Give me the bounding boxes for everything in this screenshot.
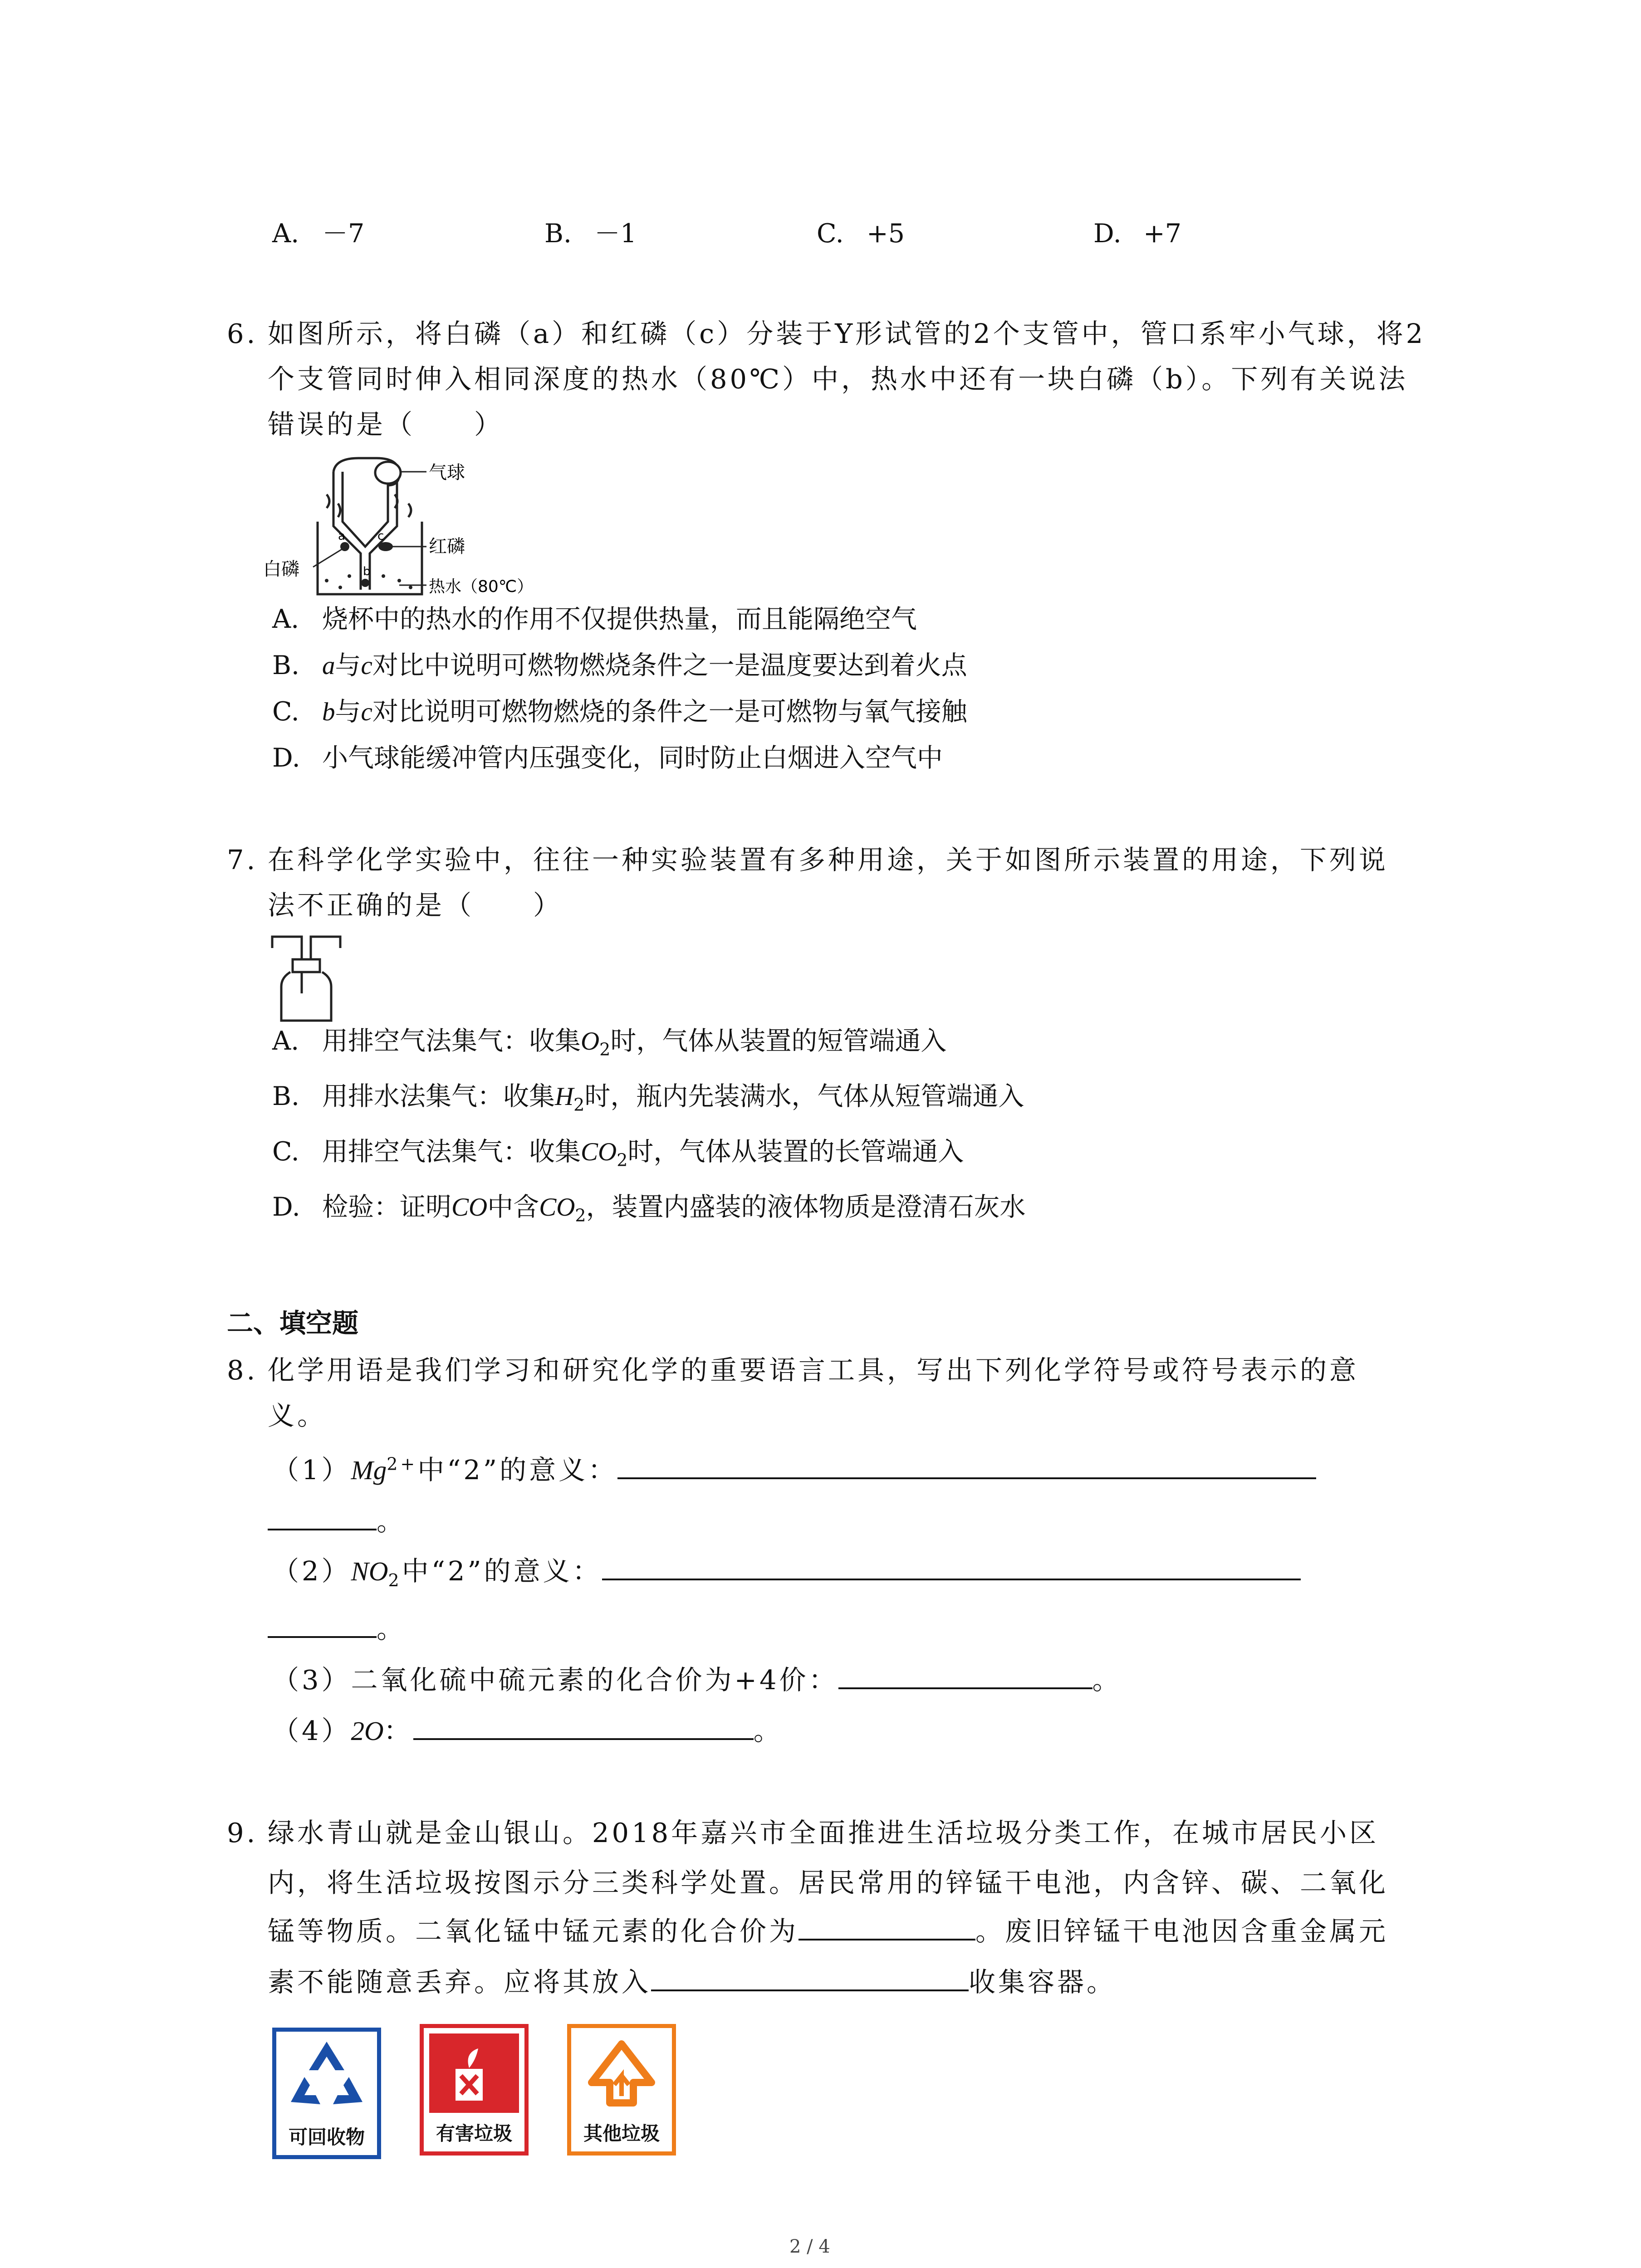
option-label: B. <box>272 1081 300 1111</box>
variable-c: c <box>361 698 372 726</box>
option-label: C. <box>817 219 844 249</box>
option-text: 小气球能缓冲管内压强变化，同时防止白烟进入空气中 <box>322 743 943 773</box>
q6-option-c <box>272 696 967 728</box>
option-label: D. <box>272 743 300 773</box>
option-label: A. <box>272 219 299 249</box>
q8-part3 <box>272 1664 1122 1696</box>
hazard-icon <box>424 2028 524 2119</box>
y-tube-beaker-figure <box>263 454 535 603</box>
answer-blank[interactable] <box>838 1666 1092 1689</box>
q8-stem-line2: 义。 <box>268 1400 327 1431</box>
q9-number: 9. <box>227 1817 258 1848</box>
part-text: ： <box>383 1715 413 1746</box>
q6-stem-line1: 如图所示，将白磷（a）和红磷（c）分装于Y形试管的2个支管中，管口系牢小气球，将2 <box>268 318 1426 349</box>
option-text: －1 <box>594 219 637 249</box>
other-waste-icon <box>571 2028 672 2119</box>
option-label: B. <box>272 650 300 680</box>
part-text: 中“2”的意义： <box>417 1454 618 1486</box>
subscript: 2 <box>575 1205 586 1226</box>
part-index: （1） <box>272 1454 351 1486</box>
q6-number: 6. <box>227 318 258 349</box>
q9-stem-line2: 内，将生活垃圾按图示分三类科学处置。居民常用的锌锰干电池，内含锌、碳、二氧化 <box>268 1867 1389 1898</box>
q8-number: 8. <box>227 1354 258 1386</box>
option-text: 时，气体从装置的短管端通入 <box>610 1026 947 1056</box>
variable-b: b <box>322 698 335 726</box>
answer-blank[interactable] <box>413 1716 754 1740</box>
option-label: B. <box>544 219 572 249</box>
q8-part2 <box>272 1555 1301 1588</box>
hot-water-label: 热水（80℃） <box>429 577 534 596</box>
subscript: 2 <box>573 1095 585 1115</box>
q6-option-b <box>272 650 967 682</box>
part-index: （3） <box>272 1664 351 1696</box>
option-text: 中含 <box>487 1192 539 1222</box>
q7-number: 7. <box>227 844 258 875</box>
q6-stem-line2: 个支管同时伸入相同深度的热水（80℃）中，热水中还有一块白磷（b）。下列有关说法 <box>268 363 1408 395</box>
option-text: 对比中说明可燃物燃烧条件之一是温度要达到着火点 <box>372 650 967 680</box>
q9-stem-line1: 绿水青山就是金山银山。2018年嘉兴市全面推进生活垃圾分类工作，在城市居民小区 <box>268 1817 1379 1848</box>
option-label: C. <box>272 1137 299 1167</box>
q5-option-a <box>272 218 364 249</box>
q6-option-d <box>272 742 943 774</box>
q5-option-c <box>817 218 905 249</box>
q8-part1-cont <box>268 1505 406 1538</box>
subscript: 2 <box>388 1570 402 1590</box>
hazardous-bin <box>420 2024 529 2156</box>
part-end: 。 <box>1092 1664 1122 1696</box>
answer-blank[interactable] <box>651 1968 969 1991</box>
chem-formula: CO <box>539 1193 575 1222</box>
answer-blank[interactable] <box>798 1917 975 1941</box>
q8-stem-line1: 化学用语是我们学习和研究化学的重要语言工具，写出下列化学符号或符号表示的意 <box>268 1354 1359 1386</box>
answer-blank[interactable] <box>268 1614 377 1638</box>
option-text: +5 <box>867 219 905 249</box>
part-end: 。 <box>753 1715 783 1746</box>
answer-blank[interactable] <box>268 1507 377 1530</box>
chem-formula: CO <box>451 1193 488 1222</box>
stem-text: 。废旧锌锰干电池因含重金属元 <box>975 1916 1389 1947</box>
q7-option-a <box>272 1025 947 1060</box>
q5-option-b <box>544 218 637 249</box>
balloon-label: 气球 <box>429 462 465 483</box>
option-label: D. <box>272 1192 300 1222</box>
chem-formula: O <box>581 1027 600 1056</box>
answer-blank[interactable] <box>617 1456 1316 1479</box>
part-end: 。 <box>377 1505 407 1537</box>
gas-washing-bottle-figure <box>268 934 345 1025</box>
answer-blank[interactable] <box>602 1557 1301 1580</box>
q9-stem-line4 <box>268 1966 1116 1999</box>
bin-label: 可回收物 <box>288 2126 365 2148</box>
subscript: 2 <box>617 1150 628 1170</box>
q6-option-a <box>272 603 917 635</box>
q7-stem-line1: 在科学化学实验中，往往一种实验装置有多种用途，关于如图所示装置的用途，下列说 <box>268 844 1389 875</box>
option-text: +7 <box>1143 219 1182 249</box>
part-end: 。 <box>377 1613 407 1644</box>
chem-formula: Mg <box>351 1455 387 1485</box>
q9-stem-line3 <box>268 1915 1388 1948</box>
chem-formula: CO <box>581 1138 617 1166</box>
option-text: 对比说明可燃物燃烧的条件之一是可燃物与氧气接触 <box>372 697 967 727</box>
variable-a: a <box>322 651 335 680</box>
stem-text: 收集容器。 <box>969 1966 1117 1998</box>
part-index: （4） <box>272 1715 351 1746</box>
q8-part1 <box>272 1454 1316 1486</box>
option-text: 烧杯中的热水的作用不仅提供热量，而且能隔绝空气 <box>322 604 917 634</box>
option-text: 用排空气法集气：收集 <box>322 1137 581 1167</box>
part-text: 二氧化硫中硫元素的化合价为+4价： <box>351 1664 838 1696</box>
option-text: 与 <box>335 697 361 727</box>
option-text: －7 <box>322 219 365 249</box>
option-text: 时，瓶内先装满水，气体从短管端通入 <box>584 1081 1024 1111</box>
q7-stem-line2: 法不正确的是（ ） <box>268 890 563 921</box>
option-text: 用排空气法集气：收集 <box>322 1026 581 1056</box>
label-c: c <box>377 529 384 543</box>
label-b: b <box>363 565 371 578</box>
stem-text: 素不能随意丢弃。应将其放入 <box>268 1966 652 1998</box>
chem-formula: 2O <box>351 1716 384 1746</box>
option-text: 检验：证明 <box>322 1192 451 1222</box>
option-label: C. <box>272 697 299 727</box>
other-waste-bin <box>567 2024 676 2156</box>
q6-stem-line3: 错误的是（ ） <box>268 409 504 440</box>
option-label: D. <box>1093 219 1122 249</box>
option-text: ，装置内盛装的液体物质是澄清石灰水 <box>586 1192 1026 1222</box>
q7-option-b <box>272 1080 1024 1113</box>
superscript: 2+ <box>387 1454 418 1474</box>
q8-part4 <box>272 1715 783 1747</box>
chem-formula: H <box>555 1082 574 1111</box>
bin-label: 其他垃圾 <box>583 2122 660 2145</box>
q8-part2-cont <box>268 1613 406 1645</box>
q7-option-d <box>272 1191 1026 1226</box>
red-phosphorus-label: 红磷 <box>429 536 465 557</box>
page-number: 2 / 4 <box>789 2236 830 2257</box>
bin-label: 有害垃圾 <box>436 2122 512 2145</box>
part-text: 中“2”的意义： <box>402 1555 602 1587</box>
subscript: 2 <box>599 1039 611 1060</box>
part-index: （2） <box>272 1555 351 1587</box>
option-label: A. <box>272 1026 299 1056</box>
q7-option-c <box>272 1136 964 1168</box>
q5-option-d <box>1093 218 1181 249</box>
option-text: 时，气体从装置的长管端通入 <box>627 1137 964 1167</box>
label-a: a <box>338 529 345 543</box>
option-text: 与 <box>335 650 361 680</box>
section-title: 二、填空题 <box>227 1308 359 1339</box>
variable-c: c <box>361 651 372 680</box>
option-label: A. <box>272 604 299 634</box>
chem-formula: NO <box>351 1556 388 1586</box>
white-phosphorus-label: 白磷 <box>263 559 299 580</box>
recycle-icon <box>276 2032 377 2122</box>
option-text: 用排水法集气：收集 <box>322 1081 555 1111</box>
recyclable-bin <box>272 2028 381 2159</box>
stem-text: 锰等物质。二氧化锰中锰元素的化合价为 <box>268 1916 799 1947</box>
